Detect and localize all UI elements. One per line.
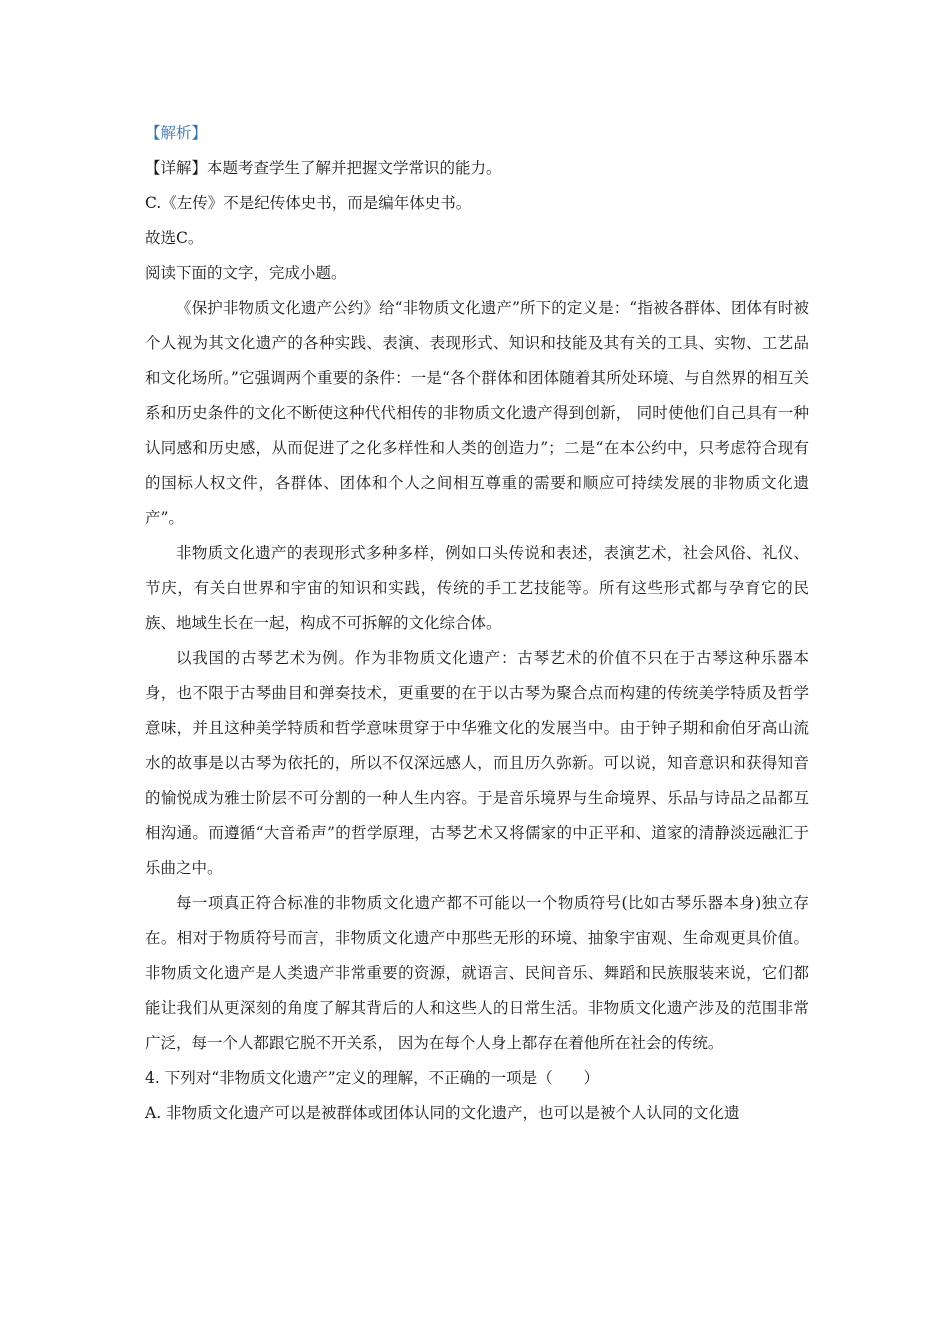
passage-paragraph-4: 每一项真正符合标准的非物质文化遗产都不可能以一个物质符号(比如古琴乐器本身)独立存在。相对于物质符号而言，非物质文化遗产中那些无形的环境、抽象宇宙观、生命观更具价值。非物质文化遗产是人类遗产非常重要的资源，就语言、民间音乐、舞蹈和民族服装来说，它们都能让我们从更深刻的角度了解其背后的人和这些人的日常生活。非物质文化遗产涉及的范围非常广泛，每一个人都跟它脱不开关系， 因为在每个人身上都存在着他所在社会的传统。 — [145, 894, 809, 1052]
page-content — [145, 116, 809, 1131]
passage-paragraph-2: 非物质文化遗产的表现形式多种多样，例如口头传说和表述，表演艺术，社会风俗、礼仪、节庆，有关白世界和宇宙的知识和实践，传统的手工艺技能等。所有这些形式都与孕育它的民族、地域生长在一起，构成不可拆解的文化综合体。 — [145, 544, 809, 632]
question-option-a: A. 非物质文化遗产可以是被群体或团体认同的文化遗产，也可以是被个人认同的文化遗 — [145, 1104, 740, 1122]
analysis-tag: 【解析】 — [145, 124, 208, 142]
reading-instruction: 阅读下面的文字，完成小题。 — [145, 264, 347, 282]
analysis-detail: 【详解】本题考查学生了解并把握文学常识的能力。 — [145, 159, 502, 177]
reading-passage — [145, 291, 809, 1061]
question-stem: 4. 下列对“非物质文化遗产”定义的理解，不正确的一项是（ ） — [145, 1069, 600, 1087]
passage-paragraph-3: 以我国的古琴艺术为例。作为非物质文化遗产：古琴艺术的价值不只在于古琴这种乐器本身，也不限于古琴曲目和弹奏技术，更重要的在于以古琴为聚合点而构建的传统美学特质及哲学意味，并且这种美学特质和哲学意味贯穿于中华雅文化的发展当中。由于钟子期和俞伯牙高山流水的故事是以古琴为依托的，所以不仅深远感人，而且历久弥新。可以说，知音意识和获得知音的愉悦成为雅士阶层不可分割的一种人生内容。于是音乐境界与生命境界、乐品与诗品之品都互相沟通。而遵循“大音希声”的哲学原理，古琴艺术又将儒家的中正平和、道家的清静淡远融汇于乐曲之中。 — [145, 649, 809, 877]
passage-paragraph-1: 《保护非物质文化遗产公约》给“非物质文化遗产”所下的定义是：“指被各群体、团体有时被个人视为其文化遗产的各种实践、表演、表现形式、知识和技能及其有关的工具、实物、工艺品和文化场所。”它强调两个重要的条件：一是“各个群体和团体随着其所处环境、与自然界的相互关系和历史条件的文化不断使这种代代相传的非物质文化遗产得到创新， 同时使他们自己具有一种认同感和历史感，从而促进了之化多样性和人类的创造力”；二是“在本公约中，只考虑符合现有的国标人权文件，各群体、团体和个人之间相互尊重的需要和顺应可持续发展的非物质文化遗产”。 — [145, 299, 809, 527]
analysis-explanation: C.《左传》不是纪传体史书，而是编年体史书。 — [145, 194, 472, 212]
analysis-answer: 故选C。 — [145, 229, 204, 247]
